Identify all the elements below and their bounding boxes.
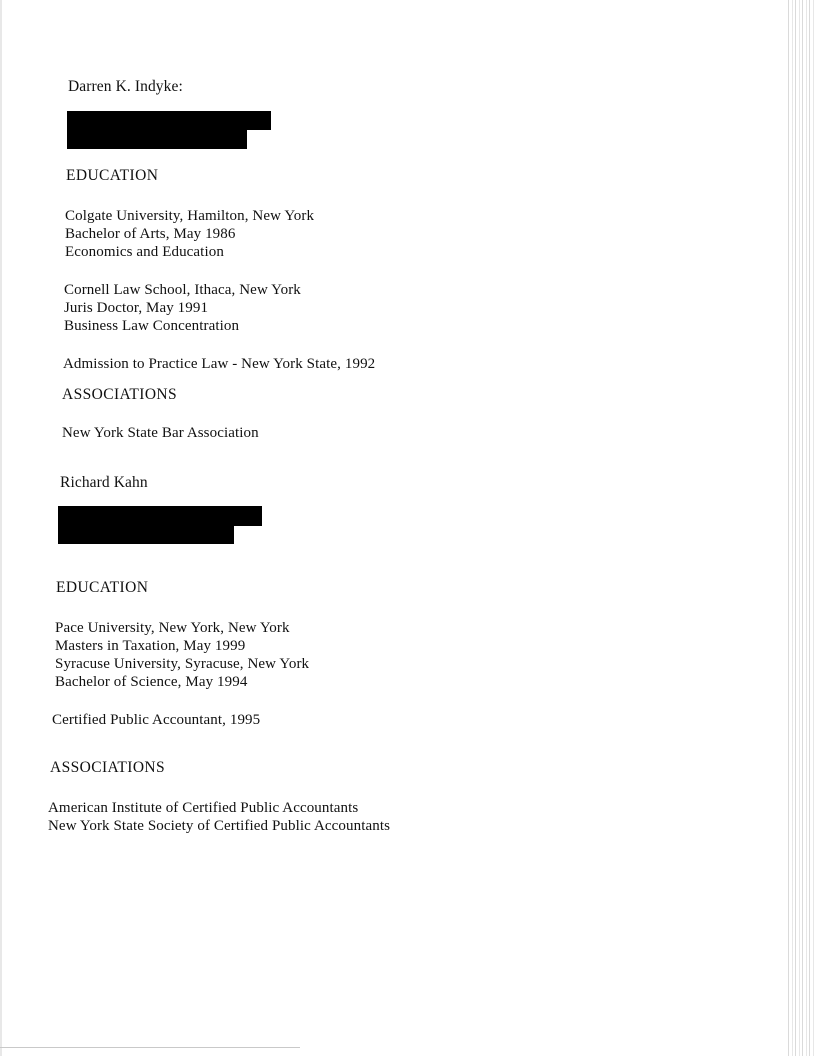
person2-name: Richard Kahn <box>60 474 148 491</box>
person1-name: Darren K. Indyke: <box>68 78 183 95</box>
person2-association-line: American Institute of Certified Public Accountants <box>48 800 359 816</box>
person2-education-line: Bachelor of Science, May 1994 <box>55 674 248 690</box>
scan-edge-left <box>0 0 2 1056</box>
scan-bottom-line <box>0 1047 300 1048</box>
person1-education-heading: EDUCATION <box>66 167 159 184</box>
person2-education-line: Masters in Taxation, May 1999 <box>55 638 246 654</box>
person1-education-line: Juris Doctor, May 1991 <box>64 300 209 316</box>
person1-education-line: Business Law Concentration <box>64 318 240 334</box>
redaction-block-2b <box>58 524 234 544</box>
person2-education-line: Syracuse University, Syracuse, New York <box>55 656 310 672</box>
person1-association-line: New York State Bar Association <box>62 425 259 441</box>
person1-admission: Admission to Practice Law - New York State, 1992 <box>63 356 376 372</box>
person2-association-line: New York State Society of Certified Public Accountants <box>48 818 391 834</box>
person2-certification: Certified Public Accountant, 1995 <box>52 712 261 728</box>
person1-education-line: Bachelor of Arts, May 1986 <box>65 226 236 242</box>
redaction-block-2a <box>58 506 262 526</box>
redaction-block-1b <box>67 128 247 149</box>
person1-education-line: Cornell Law School, Ithaca, New York <box>64 282 301 298</box>
person2-associations-heading: ASSOCIATIONS <box>50 759 166 776</box>
person1-education-line: Economics and Education <box>65 244 224 260</box>
person1-associations-heading: ASSOCIATIONS <box>62 386 178 403</box>
person2-education-heading: EDUCATION <box>56 579 149 596</box>
scan-edge-right <box>786 0 816 1056</box>
person2-education-line: Pace University, New York, New York <box>55 620 290 636</box>
person1-education-line: Colgate University, Hamilton, New York <box>65 208 315 224</box>
